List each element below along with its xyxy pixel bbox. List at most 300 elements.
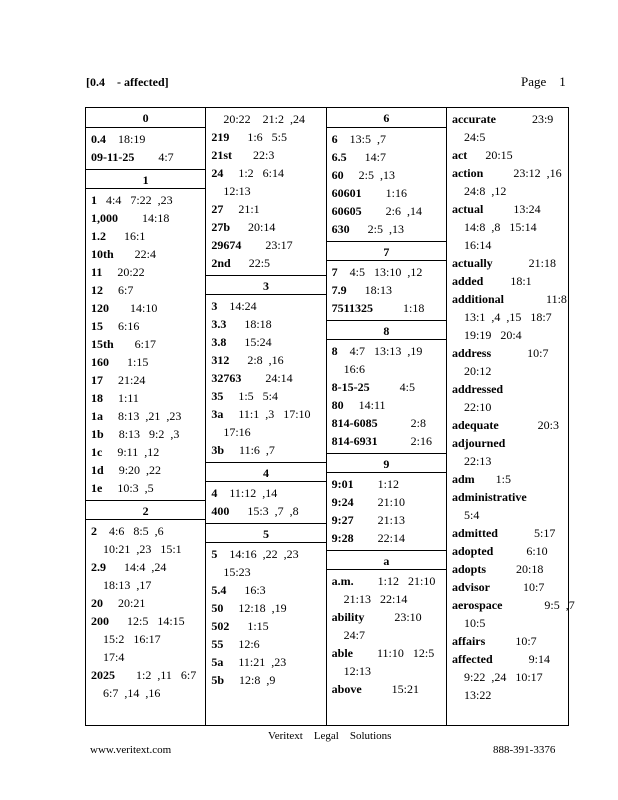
index-entry xyxy=(452,344,564,362)
page-line-refs: 4:5 13:10 ,12 xyxy=(337,265,423,279)
index-term: ability xyxy=(331,610,365,624)
index-section xyxy=(206,543,325,692)
section-heading: 8 xyxy=(327,320,446,340)
page-number: Page 1 xyxy=(521,74,566,89)
page-line-refs: 14:4 ,24 xyxy=(106,560,167,574)
index-term: 21st xyxy=(211,148,232,162)
footer-company: Veritext Legal Solutions xyxy=(268,730,392,742)
index-section xyxy=(327,261,446,320)
index-term: adequate xyxy=(451,418,499,432)
index-column xyxy=(447,108,575,725)
index-term: aerospace xyxy=(451,598,503,612)
page-line-refs: 11:10 12:5 xyxy=(353,646,435,660)
index-term: 1.2 xyxy=(91,229,106,243)
page-line-refs: 17:16 xyxy=(223,425,251,439)
section-heading: 1 xyxy=(86,169,205,189)
index-entry xyxy=(332,378,442,396)
page-line-refs: 6:16 xyxy=(103,319,140,333)
index-entry xyxy=(332,493,442,511)
page-line-refs: 8:13 ,21 ,23 xyxy=(103,409,182,423)
index-term: 9:01 xyxy=(331,477,354,491)
index-term: 5a xyxy=(211,655,224,669)
page-line-refs: 24:14 xyxy=(241,371,293,385)
page-line-refs: 2:16 xyxy=(377,434,432,448)
page-line-refs: 18:13 xyxy=(346,283,392,297)
page-line-refs: 20:18 xyxy=(486,562,544,576)
section-heading: 2 xyxy=(86,500,205,520)
index-entry xyxy=(452,560,564,578)
index-entry xyxy=(211,653,321,671)
index-term: 18 xyxy=(91,391,103,405)
index-term: 3.3 xyxy=(211,317,227,331)
page-line-refs: 14:24 xyxy=(217,299,257,313)
index-column xyxy=(327,108,447,725)
index-entry xyxy=(452,146,564,164)
page-line-refs: 18:18 xyxy=(226,317,272,331)
index-continuation xyxy=(211,182,321,200)
page-line-refs: 10:7 xyxy=(491,346,549,360)
index-entry xyxy=(332,148,442,166)
index-entry xyxy=(332,644,442,662)
index-continuation xyxy=(452,452,564,470)
index-entry xyxy=(91,191,201,209)
page-line-refs: 6:7 ,14 ,16 xyxy=(103,686,161,700)
index-continuation xyxy=(91,684,201,702)
index-entry xyxy=(211,254,321,272)
index-term: 50 xyxy=(211,601,224,615)
index-entry xyxy=(91,299,201,317)
index-entry xyxy=(91,130,201,148)
index-entry xyxy=(332,572,442,590)
page-line-refs: 6:17 xyxy=(113,337,157,351)
index-section xyxy=(86,189,205,500)
page-line-refs: 24:5 xyxy=(463,130,486,144)
index-term: affected xyxy=(451,652,493,666)
page-line-refs: 21:1 xyxy=(223,202,260,216)
page-line-refs: 13:5 ,7 xyxy=(337,132,386,146)
page-line-refs: 14:7 xyxy=(346,150,386,164)
page-line-refs: 9:5 ,7 xyxy=(502,598,575,612)
page-line-refs: 9:11 ,12 xyxy=(102,445,160,459)
index-term: 502 xyxy=(211,619,230,633)
index-entry xyxy=(452,524,564,542)
index-term: 1,000 xyxy=(91,211,118,225)
page-line-refs: 2:5 ,13 xyxy=(343,168,395,182)
page-line-refs: 12:18 ,19 xyxy=(223,601,287,615)
index-entry xyxy=(452,416,564,434)
page-line-refs: 21:13 xyxy=(353,513,405,527)
section-heading: 7 xyxy=(327,241,446,261)
index-term: 1d xyxy=(91,463,104,477)
index-continuation xyxy=(452,506,564,524)
page-line-refs: 10:7 xyxy=(485,634,537,648)
page-line-refs: 11:21 ,23 xyxy=(223,655,287,669)
page-line-refs: 14:11 xyxy=(343,398,386,412)
index-term: adopts xyxy=(451,562,486,576)
index-term: 9:28 xyxy=(331,531,354,545)
index-term: 12 xyxy=(91,283,103,297)
index-term: 2 xyxy=(91,524,97,538)
page-line-refs: 15:3 ,7 ,8 xyxy=(229,504,299,518)
page-line-refs: 12:6 xyxy=(223,637,260,651)
index-entry xyxy=(332,220,442,238)
index-term: 20 xyxy=(91,596,103,610)
page-line-refs: 22:14 xyxy=(353,531,405,545)
page-line-refs: 20:21 xyxy=(103,596,146,610)
index-term: 4 xyxy=(211,486,218,500)
page-line-refs: 18:1 xyxy=(483,274,532,288)
page-line-refs: 22:5 xyxy=(230,256,271,270)
index-term: address xyxy=(451,346,492,360)
page-line-refs: 23:12 ,16 xyxy=(483,166,562,180)
index-section xyxy=(327,570,446,701)
index-term: 24 xyxy=(211,166,224,180)
page-line-refs: 11:8 xyxy=(504,292,567,306)
index-entry xyxy=(91,389,201,407)
page-line-refs: 23:10 xyxy=(364,610,422,624)
index-entry xyxy=(211,315,321,333)
index-continuation xyxy=(211,423,321,441)
page-line-refs: 14:18 xyxy=(118,211,170,225)
index-section xyxy=(206,295,325,462)
page-line-refs: 20:12 xyxy=(463,364,492,378)
page-line-refs: 11:1 ,3 17:10 xyxy=(223,407,311,421)
page-line-refs: 13:24 xyxy=(483,202,541,216)
page-line-refs: 21:10 xyxy=(353,495,405,509)
index-term: 5.4 xyxy=(211,583,227,597)
index-section xyxy=(86,520,205,705)
page-line-refs: 16:1 xyxy=(106,229,146,243)
index-continuation xyxy=(332,662,442,680)
page-line-refs: 12:13 xyxy=(343,664,371,678)
page-line-refs: 22:13 xyxy=(463,454,492,468)
index-entry xyxy=(91,245,201,263)
index-term: 1b xyxy=(91,427,104,441)
index-continuation xyxy=(452,326,564,344)
index-entry xyxy=(211,146,321,164)
section-heading: 9 xyxy=(327,453,446,473)
page-line-refs: 22:3 xyxy=(232,148,275,162)
index-entry xyxy=(91,317,201,335)
page-line-refs: 6:10 xyxy=(493,544,548,558)
index-entry xyxy=(91,263,201,281)
index-term: 6.5 xyxy=(331,150,347,164)
page-line-refs: 4:5 xyxy=(369,380,415,394)
index-term: 2.9 xyxy=(91,560,106,574)
index-term: a.m. xyxy=(331,574,354,588)
index-term: able xyxy=(331,646,353,660)
page-line-refs: 18:19 xyxy=(106,132,146,146)
index-continuation xyxy=(452,236,564,254)
page-line-refs: 15:2 16:17 xyxy=(103,632,161,646)
page-line-refs: 5:4 xyxy=(463,508,480,522)
index-entry xyxy=(332,511,442,529)
index-continuation xyxy=(332,360,442,378)
index-entry xyxy=(452,488,564,506)
page-line-refs: 9:14 xyxy=(492,652,550,666)
page-line-refs: 20:22 xyxy=(102,265,145,279)
index-entry xyxy=(91,443,201,461)
index-entry xyxy=(452,164,564,182)
index-entry xyxy=(211,635,321,653)
page-line-refs: 1:2 ,11 6:7 xyxy=(115,668,197,682)
page-line-refs: 20:15 xyxy=(467,148,513,162)
section-heading: 6 xyxy=(327,108,446,128)
page-line-refs: 10:21 ,23 15:1 xyxy=(103,542,182,556)
page-line-refs: 16:3 xyxy=(226,583,266,597)
index-term: 8 xyxy=(331,344,338,358)
index-continuation xyxy=(332,590,442,608)
index-entry xyxy=(211,671,321,689)
index-entry xyxy=(211,200,321,218)
index-entry xyxy=(91,148,201,166)
index-term: accurate xyxy=(451,112,496,126)
index-term: 09-11-25 xyxy=(91,150,135,164)
index-entry xyxy=(211,545,321,563)
index-column xyxy=(206,108,326,725)
index-entry xyxy=(211,617,321,635)
section-heading: a xyxy=(327,550,446,570)
index-entry xyxy=(211,441,321,459)
index-term: 15th xyxy=(91,337,114,351)
index-term: adm xyxy=(451,472,475,486)
page-line-refs: 11:12 ,14 xyxy=(217,486,278,500)
index-term: 7 xyxy=(331,265,338,279)
page-line-refs: 9:20 ,22 xyxy=(103,463,162,477)
page-line-refs: 14:8 ,8 15:14 xyxy=(463,220,537,234)
index-section xyxy=(206,482,325,523)
index-term: 60601 xyxy=(331,186,362,200)
page-line-refs: 1:18 xyxy=(373,301,425,315)
index-entry xyxy=(332,281,442,299)
index-entry xyxy=(211,405,321,423)
index-section xyxy=(86,128,205,169)
page-line-refs: 2:6 ,14 xyxy=(361,204,422,218)
index-continuation xyxy=(211,110,321,128)
index-term: 9:24 xyxy=(331,495,354,509)
index-term: 814-6931 xyxy=(331,434,378,448)
index-entry xyxy=(91,371,201,389)
footer-phone: 888-391-3376 xyxy=(493,744,556,756)
page-line-refs: 13:22 xyxy=(463,688,492,702)
page-line-refs: 10:3 ,5 xyxy=(102,481,154,495)
page-line-refs: 6:7 xyxy=(103,283,134,297)
index-entry xyxy=(452,434,564,452)
page-line-refs: 16:6 xyxy=(343,362,365,376)
index-continuation xyxy=(211,563,321,581)
index-entry xyxy=(332,475,442,493)
index-term: 29674 xyxy=(211,238,242,252)
index-entry xyxy=(452,380,564,398)
index-term: 7511325 xyxy=(331,301,373,315)
index-entry xyxy=(91,479,201,497)
index-entry xyxy=(211,164,321,182)
index-continuation xyxy=(91,648,201,666)
index-term: 120 xyxy=(91,301,109,315)
index-entry xyxy=(91,407,201,425)
page-line-refs: 23:17 xyxy=(241,238,293,252)
index-term: 7.9 xyxy=(331,283,347,297)
index-term: 630 xyxy=(331,222,350,236)
index-term: 2nd xyxy=(211,256,231,270)
index-entry xyxy=(91,666,201,684)
section-heading: 5 xyxy=(206,523,325,543)
footer-website: www.veritext.com xyxy=(90,744,172,756)
page-line-refs: 21:18 xyxy=(492,256,556,270)
index-term: 3 xyxy=(211,299,218,313)
index-term: 2025 xyxy=(91,668,115,682)
index-term: 6 xyxy=(331,132,338,146)
index-entry xyxy=(452,254,564,272)
index-entry xyxy=(91,522,201,540)
index-continuation xyxy=(452,398,564,416)
page-line-refs: 17:4 xyxy=(103,650,125,664)
page-line-refs: 21:13 22:14 xyxy=(343,592,408,606)
page-line-refs: 4:4 7:22 ,23 xyxy=(97,193,173,207)
page-line-refs: 18:13 ,17 xyxy=(103,578,152,592)
page-line-refs: 1:5 xyxy=(474,472,511,486)
index-entry xyxy=(332,414,442,432)
index-term: adjourned xyxy=(451,436,506,450)
index-entry xyxy=(91,594,201,612)
index-range: [0.4 - affected] xyxy=(86,75,169,89)
page-line-refs: 21:24 xyxy=(103,373,146,387)
page-line-refs: 1:2 6:14 xyxy=(223,166,284,180)
page-line-refs: 1:16 xyxy=(361,186,407,200)
index-term: 5 xyxy=(211,547,218,561)
index-term: action xyxy=(451,166,484,180)
index-entry xyxy=(211,218,321,236)
page-line-refs: 1:12 21:10 xyxy=(353,574,436,588)
index-term: 1 xyxy=(91,193,97,207)
page-line-refs: 19:19 20:4 xyxy=(463,328,522,342)
index-entry xyxy=(332,130,442,148)
index-entry xyxy=(211,581,321,599)
section-heading: 0 xyxy=(86,108,205,128)
index-entry xyxy=(451,290,567,308)
index-term: actually xyxy=(451,256,493,270)
page-line-refs: 20:3 xyxy=(498,418,559,432)
index-entry xyxy=(452,650,564,668)
index-term: 0.4 xyxy=(91,132,106,146)
index-entry xyxy=(332,396,442,414)
index-section xyxy=(206,108,325,275)
index-entry xyxy=(91,281,201,299)
index-entry xyxy=(332,299,442,317)
page-line-refs: 2:8 ,16 xyxy=(229,353,284,367)
index-continuation xyxy=(91,540,201,558)
index-term: affairs xyxy=(451,634,486,648)
index-section xyxy=(447,108,575,707)
page-line-refs: 12:13 xyxy=(223,184,251,198)
index-continuation xyxy=(452,128,564,146)
index-entry xyxy=(91,425,201,443)
index-entry xyxy=(211,484,321,502)
index-entry xyxy=(332,680,442,698)
index-entry xyxy=(332,263,442,281)
index-term: 27b xyxy=(211,220,231,234)
index-entry xyxy=(91,612,201,630)
index-term: 814-6085 xyxy=(331,416,378,430)
index-term: 8-15-25 xyxy=(331,380,370,394)
index-term: 1a xyxy=(91,409,103,423)
index-continuation xyxy=(91,576,201,594)
index-term: 27 xyxy=(211,202,224,216)
index-term: 32763 xyxy=(211,371,242,385)
index-continuation xyxy=(452,686,564,704)
page-line-refs: 22:10 xyxy=(463,400,492,414)
section-heading: 4 xyxy=(206,462,325,482)
index-section xyxy=(327,128,446,241)
page-line-refs: 1:11 xyxy=(103,391,139,405)
index-term: 3b xyxy=(211,443,225,457)
index-term: 3a xyxy=(211,407,224,421)
page-line-refs: 23:9 xyxy=(495,112,554,126)
index-term: 3.8 xyxy=(211,335,227,349)
page-line-refs: 12:5 14:15 xyxy=(109,614,185,628)
index-term: 400 xyxy=(211,504,230,518)
index-entry xyxy=(332,432,442,450)
index-term: 11 xyxy=(91,265,103,279)
page-line-refs: 1:6 5:5 xyxy=(229,130,287,144)
index-column xyxy=(86,108,206,725)
index-term: 60 xyxy=(331,168,344,182)
index-entry xyxy=(332,202,442,220)
index-entry xyxy=(452,470,564,488)
page-line-refs: 24:7 xyxy=(343,628,365,642)
index-term: above xyxy=(331,682,362,696)
index-term: 5b xyxy=(211,673,225,687)
index-term: 160 xyxy=(91,355,109,369)
index-term: adopted xyxy=(451,544,494,558)
index-term: 9:27 xyxy=(331,513,354,527)
index-term: admitted xyxy=(451,526,498,540)
index-entry xyxy=(332,166,442,184)
index-entry xyxy=(452,578,564,596)
page-line-refs: 10:5 xyxy=(463,616,486,630)
index-term: 15 xyxy=(91,319,103,333)
index-section xyxy=(327,340,446,453)
index-term: 1e xyxy=(91,481,103,495)
index-term: 35 xyxy=(211,389,224,403)
page-line-refs: 12:8 ,9 xyxy=(224,673,276,687)
index-entry xyxy=(452,272,564,290)
index-entry xyxy=(211,369,321,387)
page-line-refs: 1:15 xyxy=(109,355,149,369)
index-term: 55 xyxy=(211,637,224,651)
index-entry xyxy=(211,333,321,351)
index-entry xyxy=(211,128,321,146)
index-continuation xyxy=(452,182,564,200)
index-entry xyxy=(452,200,564,218)
index-term: 200 xyxy=(91,614,109,628)
index-entry xyxy=(332,184,442,202)
page-line-refs: 13:1 ,4 ,15 18:7 xyxy=(463,310,552,324)
page-line-refs: 20:22 21:2 ,24 xyxy=(223,112,305,126)
index-continuation xyxy=(332,626,442,644)
index-entry xyxy=(332,608,442,626)
index-continuation xyxy=(452,362,564,380)
index-entry xyxy=(211,351,321,369)
page-line-refs: 15:21 xyxy=(361,682,419,696)
index-term: addressed xyxy=(451,382,504,396)
index-term: 219 xyxy=(211,130,230,144)
page-line-refs: 5:17 xyxy=(497,526,556,540)
index-continuation xyxy=(452,308,564,326)
index-continuation xyxy=(452,668,564,686)
index-term: added xyxy=(451,274,484,288)
index-term: 80 xyxy=(331,398,344,412)
